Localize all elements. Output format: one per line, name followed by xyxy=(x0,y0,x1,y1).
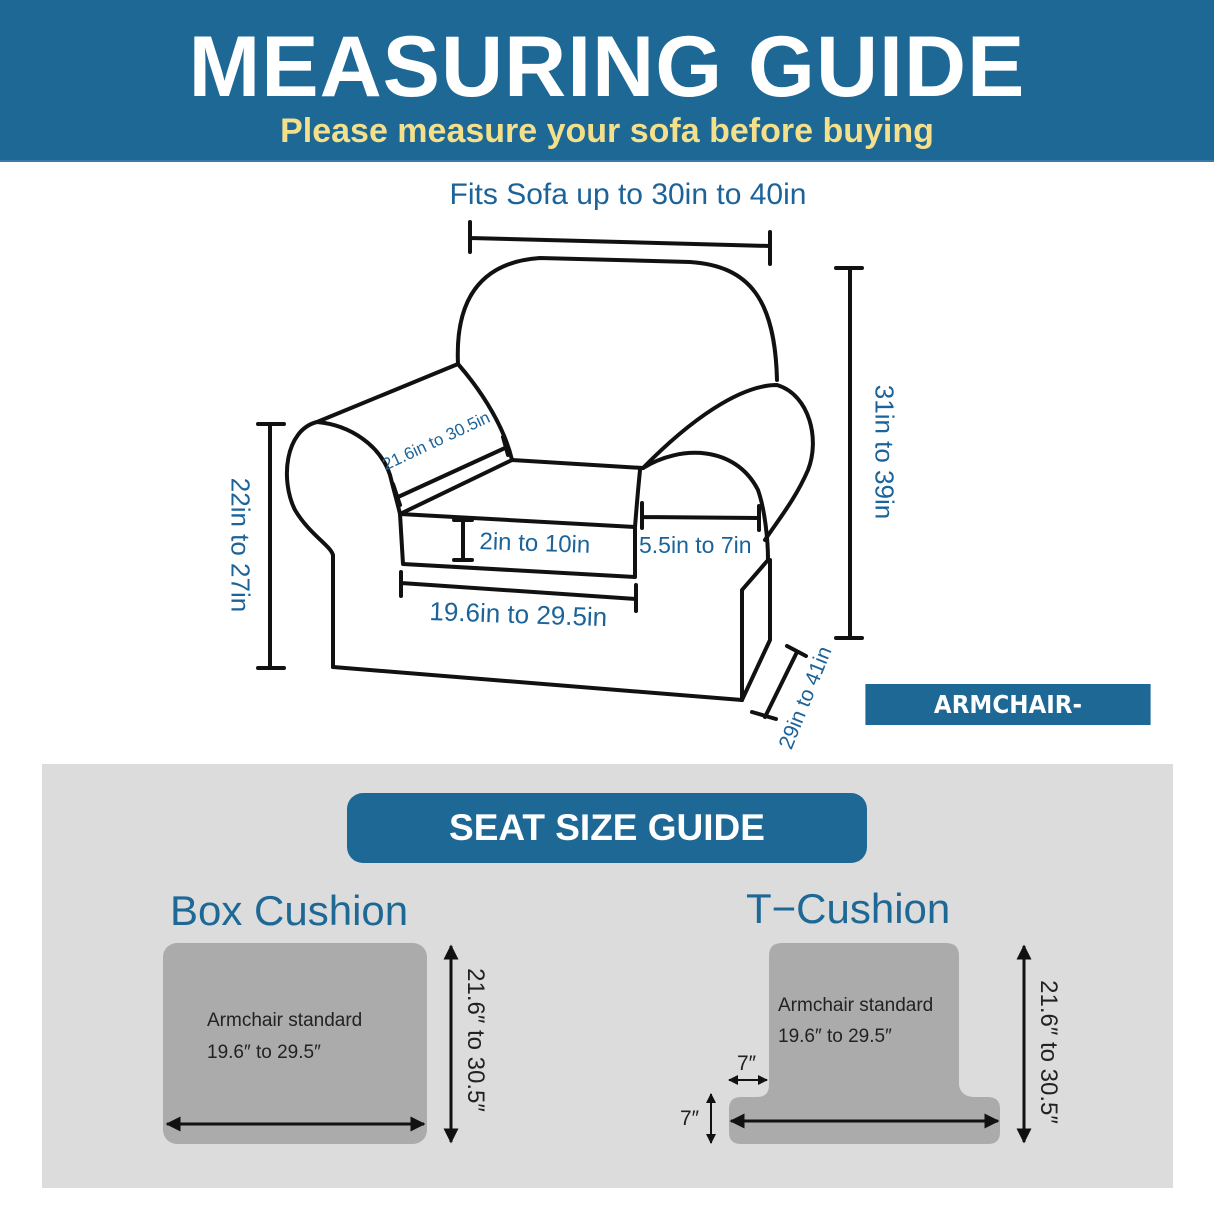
model-badge: ARMCHAIR-STANDARD xyxy=(865,684,1150,725)
seat-size-guide-heading: SEAT SIZE GUIDE xyxy=(347,793,867,863)
box-cushion-depth: 21.6″ to 30.5″ xyxy=(462,968,489,1112)
chair-base xyxy=(333,667,742,700)
arm-height-label: 22in to 27in xyxy=(225,477,256,613)
dim-cushion-thickness xyxy=(454,520,472,560)
cushion-shapes xyxy=(0,920,1214,1160)
t-cushion-depth: 21.6″ to 30.5″ xyxy=(1035,980,1062,1124)
page-title: MEASURING GUIDE xyxy=(188,19,1026,115)
dim-arm-height xyxy=(258,424,284,668)
t-cushion-width: 19.6″ to 29.5″ xyxy=(778,1026,892,1047)
page-subtitle: Please measure your sofa before buying xyxy=(280,112,934,150)
chair-left-arm-roll xyxy=(287,422,333,667)
dim-top-width xyxy=(470,222,770,264)
t-cushion-label: Armchair standard xyxy=(778,995,934,1016)
dim-total-height xyxy=(836,268,862,638)
t-cushion-inset-height: 7″ xyxy=(680,1107,700,1130)
armchair-diagram xyxy=(0,162,1214,762)
t-cushion-title: T−Cushion xyxy=(746,885,951,932)
box-cushion-label: Armchair standard xyxy=(207,1010,363,1031)
chair-backrest xyxy=(458,258,777,380)
t-cushion-inset-width: 7″ xyxy=(737,1052,757,1075)
chair-seat-cushion xyxy=(400,460,643,514)
sofa-depth-label: 29in to 41in xyxy=(774,643,837,753)
total-height-label: 31in to 39in xyxy=(869,384,900,520)
arm-depth-label: 21.6in to 30.5in xyxy=(379,407,493,475)
cushion-thickness-label: 2in to 10in xyxy=(479,528,591,559)
dim-arm-width xyxy=(642,503,759,530)
box-cushion-title: Box Cushion xyxy=(170,887,409,934)
box-cushion-width: 19.6″ to 29.5″ xyxy=(207,1042,321,1063)
fits-width-label: Fits Sofa up to 30in to 40in xyxy=(449,178,807,211)
seat-width-label: 19.6in to 29.5in xyxy=(428,596,608,633)
arm-width-label: 5.5in to 7in xyxy=(639,532,752,558)
header-banner xyxy=(0,0,1214,162)
